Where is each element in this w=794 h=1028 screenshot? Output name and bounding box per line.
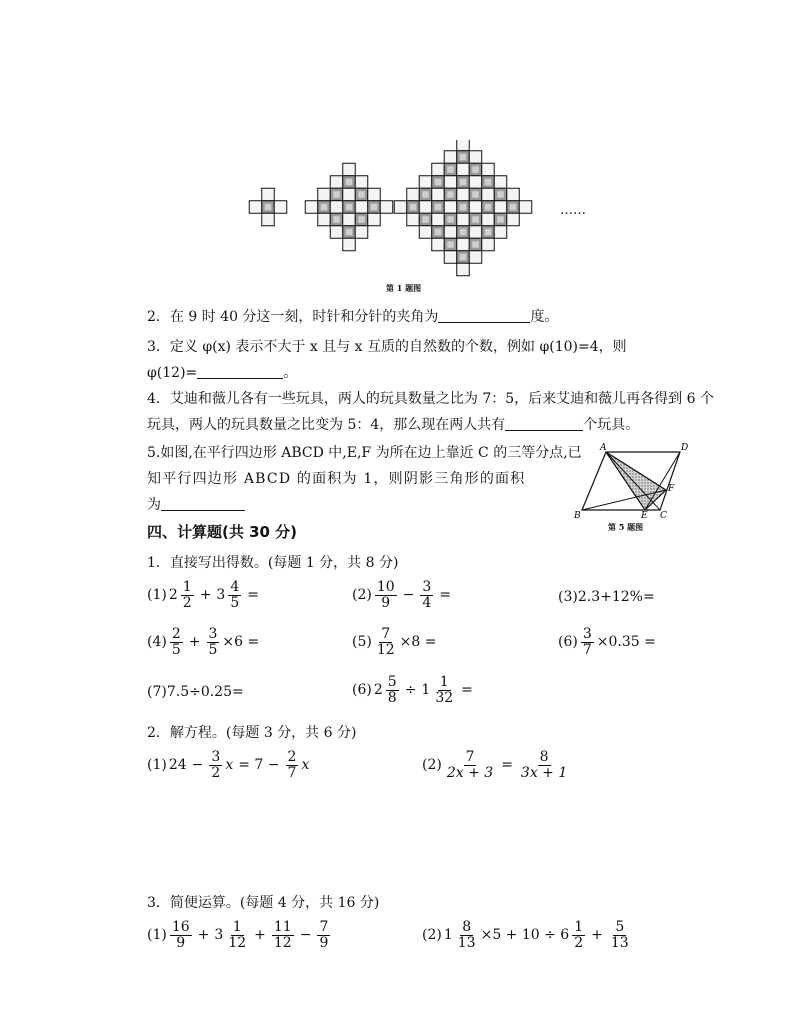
- denominator: 13: [457, 934, 476, 951]
- equals: =: [247, 587, 259, 604]
- numerator: 11: [273, 919, 292, 935]
- fraction: [386, 675, 399, 705]
- fraction: [170, 627, 183, 657]
- grid-cell-texture: [265, 204, 272, 211]
- grid-cell-texture: [472, 166, 479, 173]
- grid-cell: [330, 226, 343, 239]
- denominator: 2: [574, 934, 584, 951]
- grid-cell: [482, 163, 495, 176]
- operator: +: [254, 927, 266, 944]
- numerator: 10: [376, 579, 395, 595]
- grid-cell-texture: [472, 216, 479, 223]
- fraction: [519, 750, 569, 780]
- grid-cell: [482, 213, 495, 226]
- grid-cell-texture: [435, 229, 442, 236]
- question-5-line1: 5.如图,在平行四边形 ABCD 中,E,F 为所在边上靠近 C 的三等分点,已: [147, 445, 582, 461]
- whole-part: 3: [214, 927, 224, 944]
- grid-cell-texture: [422, 216, 429, 223]
- problem-1-4: [147, 627, 259, 657]
- numerator: 1: [232, 919, 242, 935]
- numerator: 1: [182, 579, 192, 595]
- grid-cell: [343, 163, 356, 176]
- fraction: [228, 580, 241, 610]
- equation-2-2: [422, 750, 570, 780]
- grid-cell-texture: [333, 191, 340, 198]
- problem-1-3: (3)2.3+12%=: [558, 589, 655, 605]
- grid-cell-texture: [447, 241, 454, 248]
- equation-2-1: [147, 750, 309, 780]
- grid-cell: [457, 188, 470, 201]
- grid-cell-texture: [510, 204, 517, 211]
- numerator: 3: [208, 626, 218, 642]
- numerator: 8: [462, 919, 472, 935]
- denominator: 9: [381, 594, 391, 611]
- question-3-line1: 3．定义 φ(x) 表示不大于 x 且与 x 互质的自然数的个数，例如 φ(10)=4，则: [147, 339, 627, 355]
- problem-index: (2): [352, 587, 372, 604]
- question-4-line1: 4．艾迪和薇儿各有一些玩具，两人的玩具数量之比为 7：5，后来艾迪和薇儿再各得到 6 个: [147, 391, 714, 407]
- grid-cell: [444, 176, 457, 189]
- numerator: 16: [171, 919, 190, 935]
- grid-cell: [482, 188, 495, 201]
- label-f: F: [668, 484, 675, 494]
- question-5-line3: [147, 494, 245, 514]
- grid-cell: [457, 263, 470, 276]
- grid-cell: [262, 213, 275, 226]
- numerator: 4: [230, 579, 240, 595]
- problem-index: (1): [147, 757, 167, 774]
- fraction: [181, 580, 194, 610]
- simplify-3-1: [147, 920, 331, 950]
- figure5-parallelogram: [572, 440, 698, 520]
- grid-cell-texture: [472, 191, 479, 198]
- problem-1-6: [558, 627, 656, 657]
- expression-middle: ×5 + 10 ÷ 6: [480, 927, 570, 944]
- grid-cell-texture: [497, 191, 504, 198]
- figure1-caption: 第 1 题图: [386, 283, 422, 293]
- label-b: B: [574, 511, 581, 520]
- grid-cell: [444, 251, 457, 264]
- question-5-line2: 知平行四边形 ABCD 的面积为 1，则阴影三角形的面积: [147, 471, 526, 487]
- constant: 24: [168, 757, 187, 774]
- denominator: 12: [228, 934, 247, 951]
- expression-middle: = 7 −: [238, 757, 280, 774]
- question-4-line2: [147, 414, 639, 434]
- grid-cell: [494, 226, 507, 239]
- grid-cell-texture: [321, 204, 328, 211]
- grid-cell-texture: [435, 204, 442, 211]
- denominator: 9: [319, 934, 329, 951]
- figure1-ellipsis: ……: [560, 203, 586, 218]
- numerator: 2: [287, 749, 297, 765]
- grid-cell: [355, 201, 368, 214]
- grid-cell: [469, 251, 482, 264]
- operator: −: [191, 757, 204, 774]
- grid-cell: [343, 213, 356, 226]
- fraction: [170, 920, 192, 950]
- whole-part: 2: [168, 587, 178, 604]
- numerator: 3: [211, 749, 221, 765]
- grid-cell: [482, 238, 495, 251]
- problem-1-2: [352, 580, 454, 610]
- numerator: 7: [319, 919, 329, 935]
- grid-cell-texture: [447, 166, 454, 173]
- denominator: 12: [376, 641, 395, 658]
- problem-1-5: [352, 627, 437, 657]
- grid-cell-texture: [485, 229, 492, 236]
- fraction: [445, 750, 495, 780]
- grid-cell-texture: [485, 179, 492, 186]
- denominator: 32: [435, 689, 454, 706]
- fraction: [456, 920, 478, 950]
- grid-cell-texture: [346, 204, 353, 211]
- numerator: 8: [539, 749, 549, 765]
- grid-cell: [457, 163, 470, 176]
- grid-cell: [368, 188, 381, 201]
- denominator: 3x + 1: [520, 764, 568, 781]
- operator: −: [402, 587, 415, 604]
- fraction: [207, 627, 220, 657]
- fraction: [433, 675, 455, 705]
- grid-cell-texture: [460, 204, 467, 211]
- question-5-prefix: 为: [147, 497, 161, 513]
- grid-cell: [432, 213, 445, 226]
- denominator: 8: [387, 689, 397, 706]
- grid-cell: [305, 201, 318, 214]
- answer-blank[interactable]: [438, 308, 530, 323]
- label-c: C: [660, 511, 667, 520]
- question-2-text: 2．在 9 时 40 分这一刻，时针和分针的夹角为: [147, 309, 439, 325]
- problem-index: (1): [147, 587, 167, 604]
- fraction: [609, 920, 631, 950]
- grid-cell: [419, 176, 432, 189]
- numerator: 2: [171, 626, 181, 642]
- grid-cell: [457, 140, 470, 151]
- grid-cell-texture: [435, 179, 442, 186]
- answer-blank[interactable]: [505, 416, 583, 431]
- grid-cell: [318, 188, 331, 201]
- answer-blank[interactable]: [161, 496, 245, 511]
- grid-cell-texture: [447, 216, 454, 223]
- numerator: 7: [465, 749, 475, 765]
- fraction: [272, 920, 294, 950]
- operator: −: [299, 927, 312, 944]
- equals: =: [461, 682, 473, 699]
- fraction: [226, 920, 248, 950]
- grid-cell: [318, 213, 331, 226]
- grid-cell: [432, 238, 445, 251]
- problem-index: (2): [422, 757, 442, 774]
- grid-cell: [469, 226, 482, 239]
- grid-cell-texture: [371, 204, 378, 211]
- grid-cell-texture: [358, 216, 365, 223]
- grid-cell: [355, 176, 368, 189]
- grid-cell: [457, 238, 470, 251]
- denominator: 5: [208, 641, 218, 658]
- problem-1-1: [147, 580, 262, 610]
- grid-cell-texture: [497, 216, 504, 223]
- grid-cell: [394, 201, 407, 214]
- numerator: 1: [574, 919, 584, 935]
- grid-cell: [355, 226, 368, 239]
- part-2-title: 2．解方程。(每题 3 分，共 6 分): [147, 725, 357, 741]
- grid-cell-texture: [472, 241, 479, 248]
- grid-cell: [407, 188, 420, 201]
- grid-cell: [519, 201, 532, 214]
- fraction: [317, 920, 330, 950]
- fraction: [572, 920, 585, 950]
- grid-cell-texture: [422, 191, 429, 198]
- grid-cell: [274, 201, 287, 214]
- fraction: [420, 580, 433, 610]
- grid-cell-texture: [346, 179, 353, 186]
- expression-tail: ×0.35 =: [596, 634, 656, 651]
- grid-cell: [494, 176, 507, 189]
- variable-x: x: [301, 757, 310, 774]
- grid-cell: [469, 151, 482, 164]
- denominator: 7: [287, 764, 297, 781]
- grid-cell-texture: [460, 154, 467, 161]
- numerator: 3: [582, 626, 592, 642]
- grid-cell-texture: [410, 204, 417, 211]
- grid-cell: [380, 201, 393, 214]
- grid-cell: [262, 188, 275, 201]
- grid-cell: [432, 188, 445, 201]
- problem-index: (4): [147, 634, 167, 651]
- question-3-prefix: φ(12)=: [147, 365, 198, 381]
- question-2-suffix: 度。: [530, 309, 559, 325]
- grid-cell: [343, 238, 356, 251]
- grid-cell: [432, 163, 445, 176]
- grid-cell: [368, 213, 381, 226]
- numerator: 7: [381, 626, 391, 642]
- grid-cell-texture: [346, 229, 353, 236]
- denominator: 12: [273, 934, 292, 951]
- whole-part: 2: [373, 682, 383, 699]
- part-3-title: 3．简便运算。(每题 4 分，共 16 分): [147, 895, 380, 911]
- part-1-title: 1．直接写出得数。(每题 1 分，共 8 分): [147, 555, 399, 571]
- problem-index: (2): [422, 927, 442, 944]
- denominator: 7: [582, 641, 592, 658]
- denominator: 2: [182, 594, 192, 611]
- grid-cell-texture: [460, 229, 467, 236]
- fraction: [375, 580, 397, 610]
- numerator: 5: [387, 674, 397, 690]
- fraction: [209, 750, 222, 780]
- whole-part: 1: [443, 927, 453, 944]
- grid-cell: [330, 201, 343, 214]
- denominator: 5: [230, 594, 240, 611]
- simplify-3-2: [422, 920, 632, 950]
- grid-cell: [330, 176, 343, 189]
- denominator: 5: [171, 641, 181, 658]
- grid-cell-texture: [485, 204, 492, 211]
- problem-index: (6): [558, 634, 578, 651]
- grid-cell-texture: [447, 191, 454, 198]
- numerator: 1: [439, 674, 449, 690]
- denominator: 2: [211, 764, 221, 781]
- operator: +: [591, 927, 603, 944]
- fraction: [581, 627, 594, 657]
- grid-cell: [444, 151, 457, 164]
- problem-index: (1): [147, 927, 167, 944]
- operator: +: [199, 587, 212, 604]
- question-3-line2: [147, 362, 297, 382]
- numerator: 3: [422, 579, 432, 595]
- grid-cell: [444, 226, 457, 239]
- grid-cell: [343, 188, 356, 201]
- whole-part: 1: [421, 682, 431, 699]
- variable-x: x: [225, 757, 234, 774]
- expression-tail: ×8 =: [399, 634, 437, 651]
- grid-cell: [444, 201, 457, 214]
- expression-tail: ×6 =: [222, 634, 260, 651]
- fraction: [286, 750, 299, 780]
- label-a: A: [600, 443, 607, 453]
- question-2: [147, 306, 558, 326]
- grid-cell: [419, 226, 432, 239]
- answer-blank[interactable]: [197, 364, 283, 379]
- denominator: 2x + 3: [446, 764, 494, 781]
- fraction: [375, 627, 397, 657]
- question-4-suffix: 个玩具。: [583, 417, 640, 433]
- operator: ÷: [404, 682, 417, 699]
- denominator: 9: [176, 934, 186, 951]
- grid-cell-texture: [460, 254, 467, 261]
- figure5-caption: 第 5 题图: [608, 522, 644, 532]
- grid-cell: [494, 201, 507, 214]
- question-3-suffix: 。: [283, 365, 298, 381]
- operator: +: [188, 634, 201, 651]
- denominator: 13: [610, 934, 629, 951]
- grid-cell-texture: [333, 216, 340, 223]
- label-e: E: [641, 511, 648, 520]
- problem-1-7: (7)7.5÷0.25=: [147, 684, 244, 700]
- grid-cell: [457, 213, 470, 226]
- shaded-triangle: [606, 452, 666, 510]
- grid-cell: [469, 201, 482, 214]
- grid-cell: [507, 213, 520, 226]
- denominator: 4: [422, 594, 432, 611]
- grid-cell: [249, 201, 262, 214]
- problem-index: (5): [352, 634, 372, 651]
- operator: +: [197, 927, 210, 944]
- section-4-title: 四、计算题(共 30 分): [147, 523, 298, 541]
- grid-cell: [407, 213, 420, 226]
- grid-cell-texture: [358, 191, 365, 198]
- label-d: D: [681, 443, 689, 453]
- grid-cell: [419, 201, 432, 214]
- question-4-text: 玩具，两人的玩具数量之比变为 5：4，那么现在两人共有: [147, 417, 506, 433]
- grid-cell: [507, 188, 520, 201]
- grid-cell-texture: [460, 179, 467, 186]
- equals: =: [501, 757, 513, 774]
- problem-index: (6): [352, 682, 372, 699]
- grid-cell: [469, 176, 482, 189]
- equals: =: [439, 587, 452, 604]
- problem-1-8: [352, 675, 476, 705]
- whole-part: 3: [216, 587, 226, 604]
- numerator: 5: [615, 919, 625, 935]
